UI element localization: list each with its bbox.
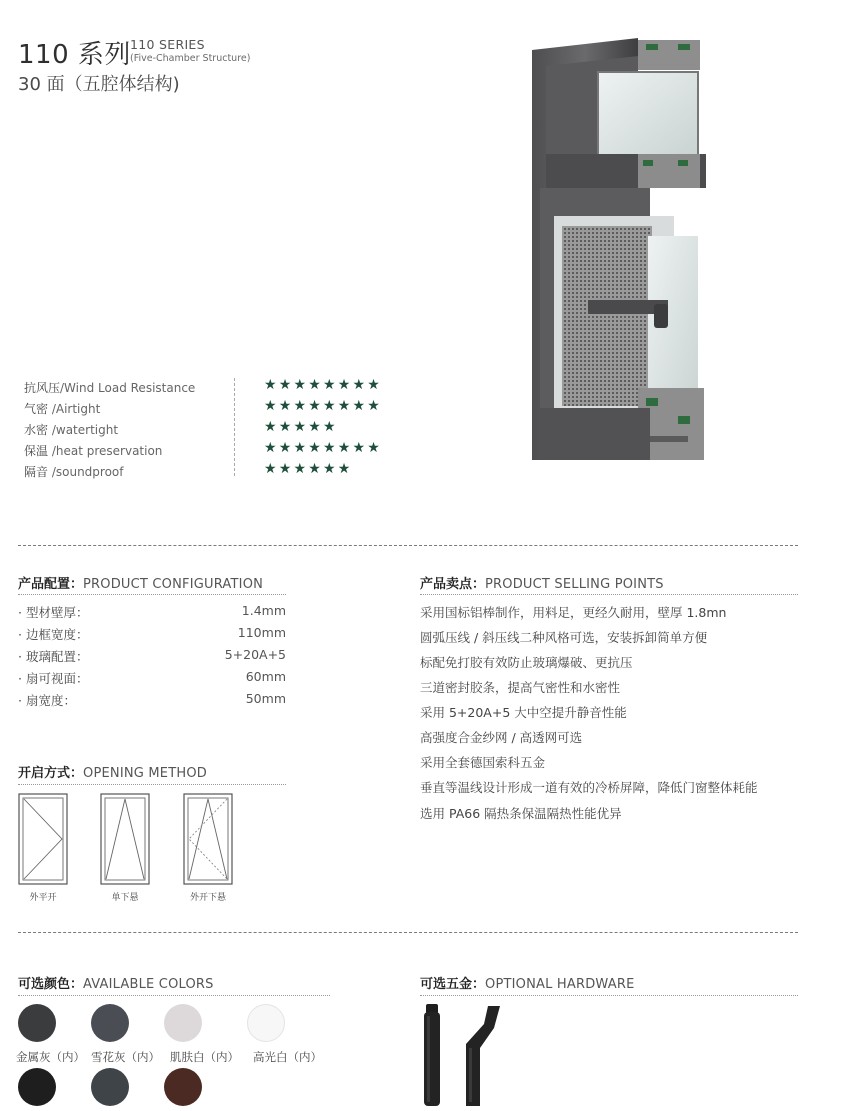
rating-label-cn: 保温 [24, 444, 49, 458]
colors-heading-cn: 可选颜色： [18, 977, 84, 992]
rating-row-sound [24, 461, 404, 481]
rating-row-airtight [24, 398, 404, 418]
star-rating: ★★★★★★★★ [264, 440, 383, 456]
config-heading [18, 573, 263, 592]
rating-row-wind [24, 377, 404, 397]
selling-point: 标配免打胶有效防止玻璃爆破、更抗压 [420, 655, 633, 670]
colors-heading-en: AVAILABLE COLORS [83, 977, 214, 992]
hardware-heading-rule [420, 995, 798, 996]
selling-point: 采用国标铝棒制作，用料足，更经久耐用，壁厚 1.8mn [420, 605, 727, 620]
color-swatch-gloss-white[interactable] [247, 1004, 285, 1042]
selling-heading-cn: 产品卖点： [420, 577, 486, 592]
hardware-heading-en: OPTIONAL HARDWARE [485, 977, 635, 992]
config-key: · 型材壁厚： [18, 605, 89, 620]
selling-point: 选用 PA66 隔热条保温隔热性能优异 [420, 806, 622, 821]
selling-point: 垂直等温线设计形成一道有效的冷桥屏障，降低门窗整体耗能 [420, 780, 758, 795]
config-row [18, 625, 286, 645]
star-rating: ★★★★★★★★ [264, 377, 383, 393]
selling-point: 三道密封胶条，提高气密性和水密性 [420, 680, 621, 695]
selling-heading-en: PRODUCT SELLING POINTS [485, 577, 664, 592]
page-title-en: 110 SERIES [130, 37, 205, 52]
rating-label-cn: 气密 [24, 402, 49, 416]
colors-heading [18, 973, 214, 992]
hardware-heading [420, 973, 634, 992]
rating-label [24, 400, 100, 417]
selling-point: 采用全套德国索科五金 [420, 755, 546, 770]
rating-row-heat [24, 440, 404, 460]
selling-point: 采用 5+20A+5 大中空提升静音性能 [420, 705, 627, 720]
color-label: 雪花灰（内） [91, 1050, 160, 1064]
opening-caption: 外平开 [29, 893, 57, 903]
rating-label [24, 379, 195, 396]
color-label: 肌肤白（内） [170, 1050, 239, 1064]
window-handle-image [410, 998, 520, 1108]
page-title-en-sub: (Five-Chamber Structure) [130, 53, 251, 64]
config-value: 50mm [245, 691, 286, 706]
rating-label-en: /heat preservation [48, 444, 163, 458]
config-value: 110mm [237, 625, 286, 640]
rating-label-cn: 隔音 [24, 465, 49, 479]
config-heading-en: PRODUCT CONFIGURATION [83, 577, 264, 592]
color-swatch-black[interactable] [18, 1068, 56, 1106]
config-row [18, 691, 286, 711]
opening-heading-rule [18, 784, 286, 785]
opening-heading-cn: 开启方式： [18, 766, 84, 781]
selling-heading-rule [420, 594, 798, 595]
config-key: · 边框宽度： [18, 627, 89, 642]
rating-label-en: /soundproof [48, 465, 124, 479]
opening-caption: 外开下悬 [189, 893, 226, 903]
star-rating: ★★★★★ [264, 419, 338, 435]
rating-label [24, 463, 124, 480]
opening-caption: 单下悬 [111, 893, 139, 903]
rating-label [24, 421, 118, 438]
casement-window-diagram [18, 793, 68, 885]
config-value: 5+20A+5 [224, 647, 286, 662]
color-swatch-brown[interactable] [164, 1068, 202, 1106]
rating-divider [234, 378, 235, 476]
star-rating: ★★★★★★★★ [264, 398, 383, 414]
opening-heading [18, 762, 207, 781]
rating-label-cn: 水密 [24, 423, 49, 437]
config-row [18, 647, 286, 667]
rating-label-en: /Wind Load Resistance [60, 381, 196, 395]
rating-label [24, 442, 162, 459]
selling-heading [420, 573, 664, 592]
tilt-turn-window-diagram [183, 793, 233, 885]
window-profile-image [528, 36, 708, 466]
config-value: 1.4mm [241, 603, 286, 618]
config-heading-rule [18, 594, 286, 595]
config-key: · 扇可视面： [18, 671, 89, 686]
config-row [18, 603, 286, 623]
selling-point: 圆弧压线 / 斜压线二种风格可选，安装拆卸简单方便 [420, 630, 708, 645]
section-divider [18, 932, 798, 933]
selling-point: 高强度合金纱网 / 高透网可选 [420, 730, 583, 745]
opening-heading-en: OPENING METHOD [83, 766, 207, 781]
config-heading-cn: 产品配置： [18, 577, 84, 592]
rating-row-watertight [24, 419, 404, 439]
rating-label-en: /Airtight [48, 402, 101, 416]
config-value: 60mm [245, 669, 286, 684]
star-rating: ★★★★★★ [264, 461, 353, 477]
config-key: · 扇宽度： [18, 693, 76, 708]
hopper-window-diagram [100, 793, 150, 885]
color-swatch-snow-gray[interactable] [91, 1004, 129, 1042]
config-row [18, 669, 286, 689]
config-key: · 玻璃配置： [18, 649, 89, 664]
hardware-heading-cn: 可选五金： [420, 977, 486, 992]
color-label: 高光白（内） [253, 1050, 322, 1064]
color-swatch-dark-gray[interactable] [91, 1068, 129, 1106]
rating-label-cn: 抗风压 [24, 381, 61, 395]
colors-heading-rule [18, 995, 330, 996]
page-title: 110 系列 [18, 40, 131, 70]
rating-label-en: /watertight [48, 423, 119, 437]
color-swatch-metal-gray[interactable] [18, 1004, 56, 1042]
color-label: 金属灰（内） [16, 1050, 85, 1064]
color-swatch-skin-white[interactable] [164, 1004, 202, 1042]
section-divider [18, 545, 798, 546]
page-subtitle: 30 面（五腔体结构) [18, 74, 180, 95]
